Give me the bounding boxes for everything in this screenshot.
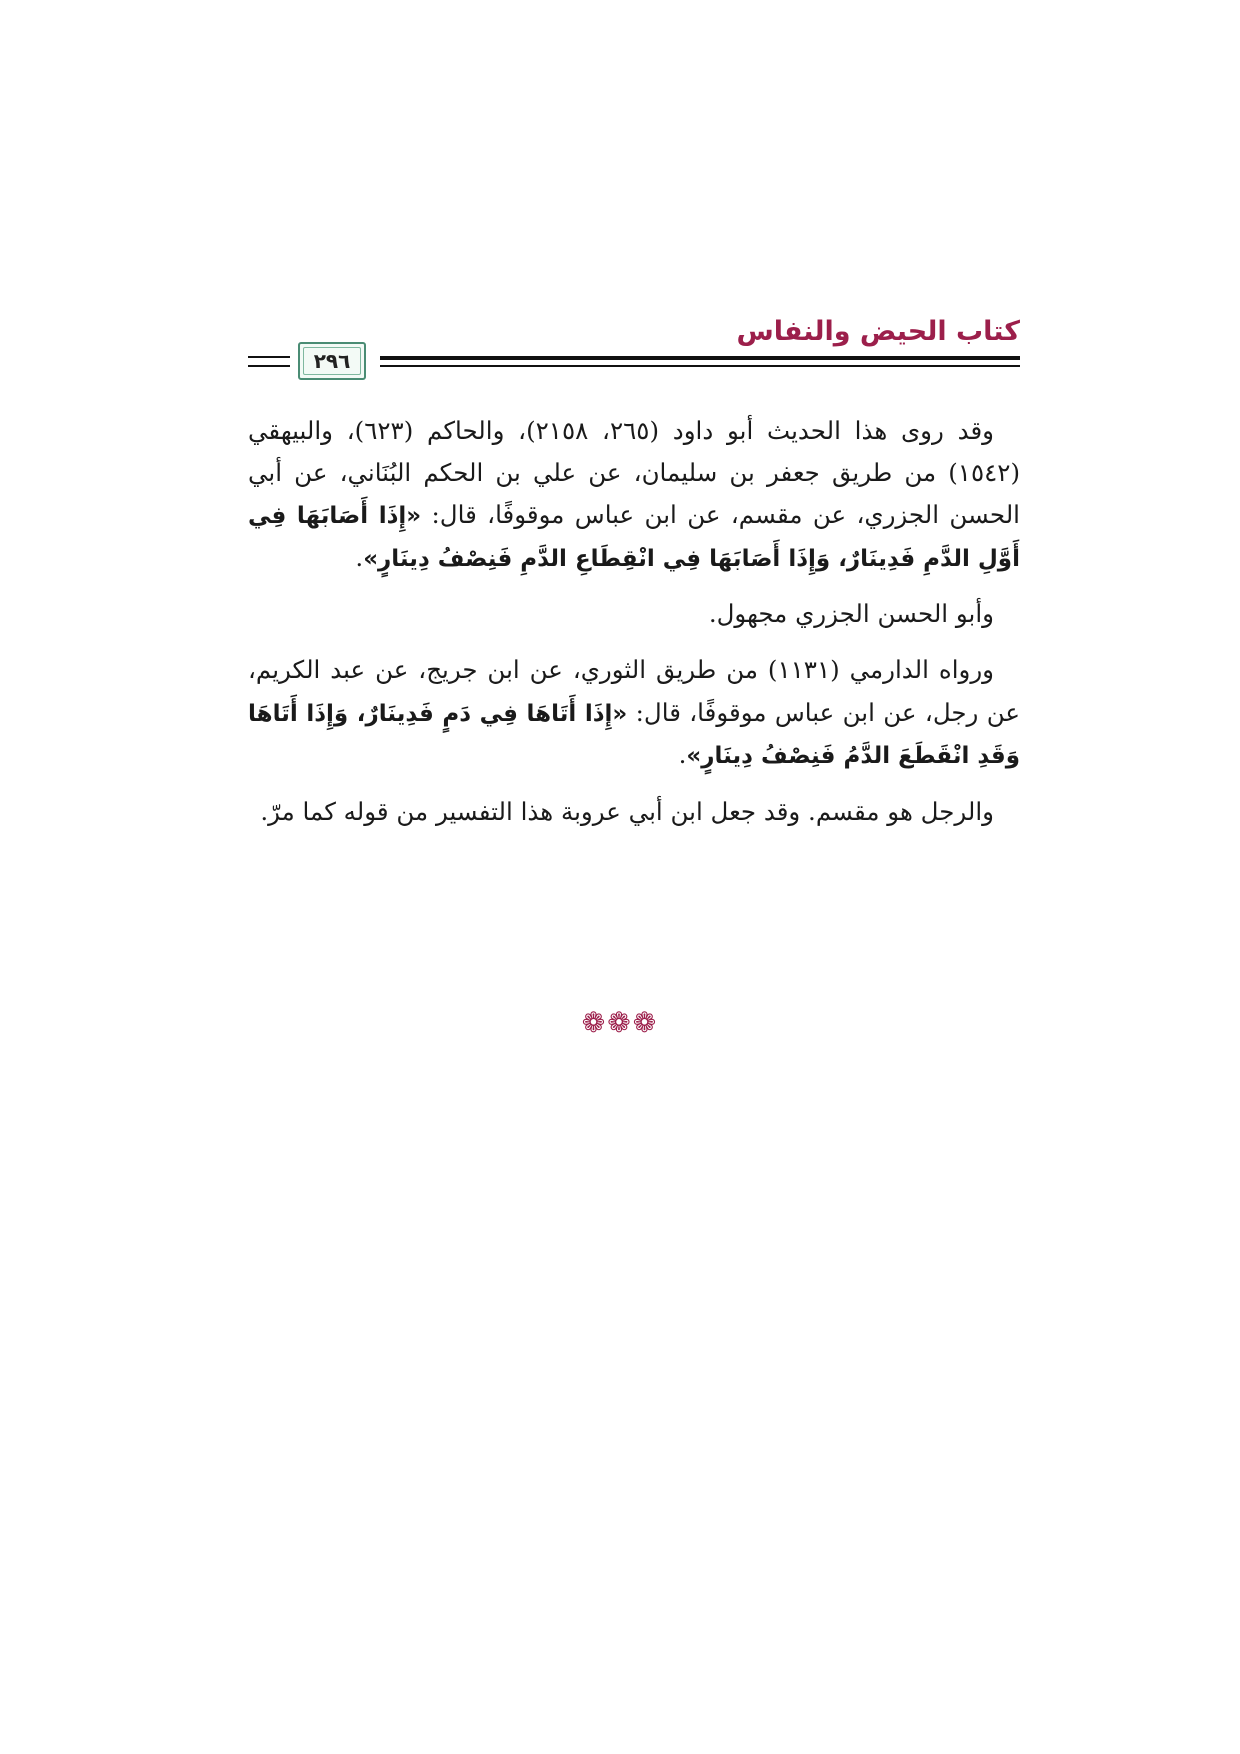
hadith-quote: «إِذَا أَتَاهَا فِي دَمٍ فَدِينَارٌ، وَإِذَا أَتَاهَا وَقَدِ انْقَطَعَ الدَّمُ فَنِصْفُ دِينَارٍ» <box>248 700 1020 770</box>
paragraph-text: وأبو الحسن الجزري مجهول. <box>708 599 994 629</box>
page-number: ٢٩٦ <box>313 349 351 373</box>
paragraph-text: ورواه الدارمي (١١٣١) من طريق الثوري، عن ابن جريج، عن عبد الكريم، عن رجل، عن ابن عباس موقوفًا، قال: <box>248 655 1020 727</box>
running-head: كتاب الحيض والنفاس <box>736 316 1020 347</box>
paragraph-conclusion <box>248 791 1020 833</box>
paragraph-text: وقد روى هذا الحديث أبو داود (٢٦٥، ٢١٥٨)، والحاكم (٦٢٣)، والبيهقي (١٥٤٢) من طريق جعفر بن سليمان، عن علي بن الحكم البُنَاني، عن أبي الحسن الجزري، عن مقسم، عن ابن عباس موقوفًا، قال: <box>248 416 1020 530</box>
section-end-ornament: ❁❁❁ <box>581 1006 659 1039</box>
paragraph-abu-dawud <box>248 410 1020 579</box>
paragraph-darimi <box>248 649 1020 776</box>
header-rule-thin <box>380 365 1020 367</box>
hadith-quote: «إِذَا أَصَابَهَا فِي أَوَّلِ الدَّمِ فَدِينَارٌ، وَإِذَا أَصَابَهَا فِي انْقِطَاعِ الدَّمِ فَنِصْفُ دِينَارٍ» <box>248 503 1020 572</box>
paragraph-end: . <box>678 740 687 770</box>
paragraph-text: والرجل هو مقسم. وقد جعل ابن أبي عروبة هذا التفسير من قوله كما مرّ. <box>260 796 994 826</box>
page-header <box>248 316 1048 396</box>
header-rule-stub-bottom <box>248 365 290 367</box>
header-rule-stub-top <box>248 356 290 358</box>
page-number-frame <box>298 342 366 380</box>
paragraph-narrator-note <box>248 593 1020 635</box>
paragraph-end: . <box>355 542 364 572</box>
header-rule-thick <box>380 356 1020 360</box>
body-text <box>248 410 1020 847</box>
